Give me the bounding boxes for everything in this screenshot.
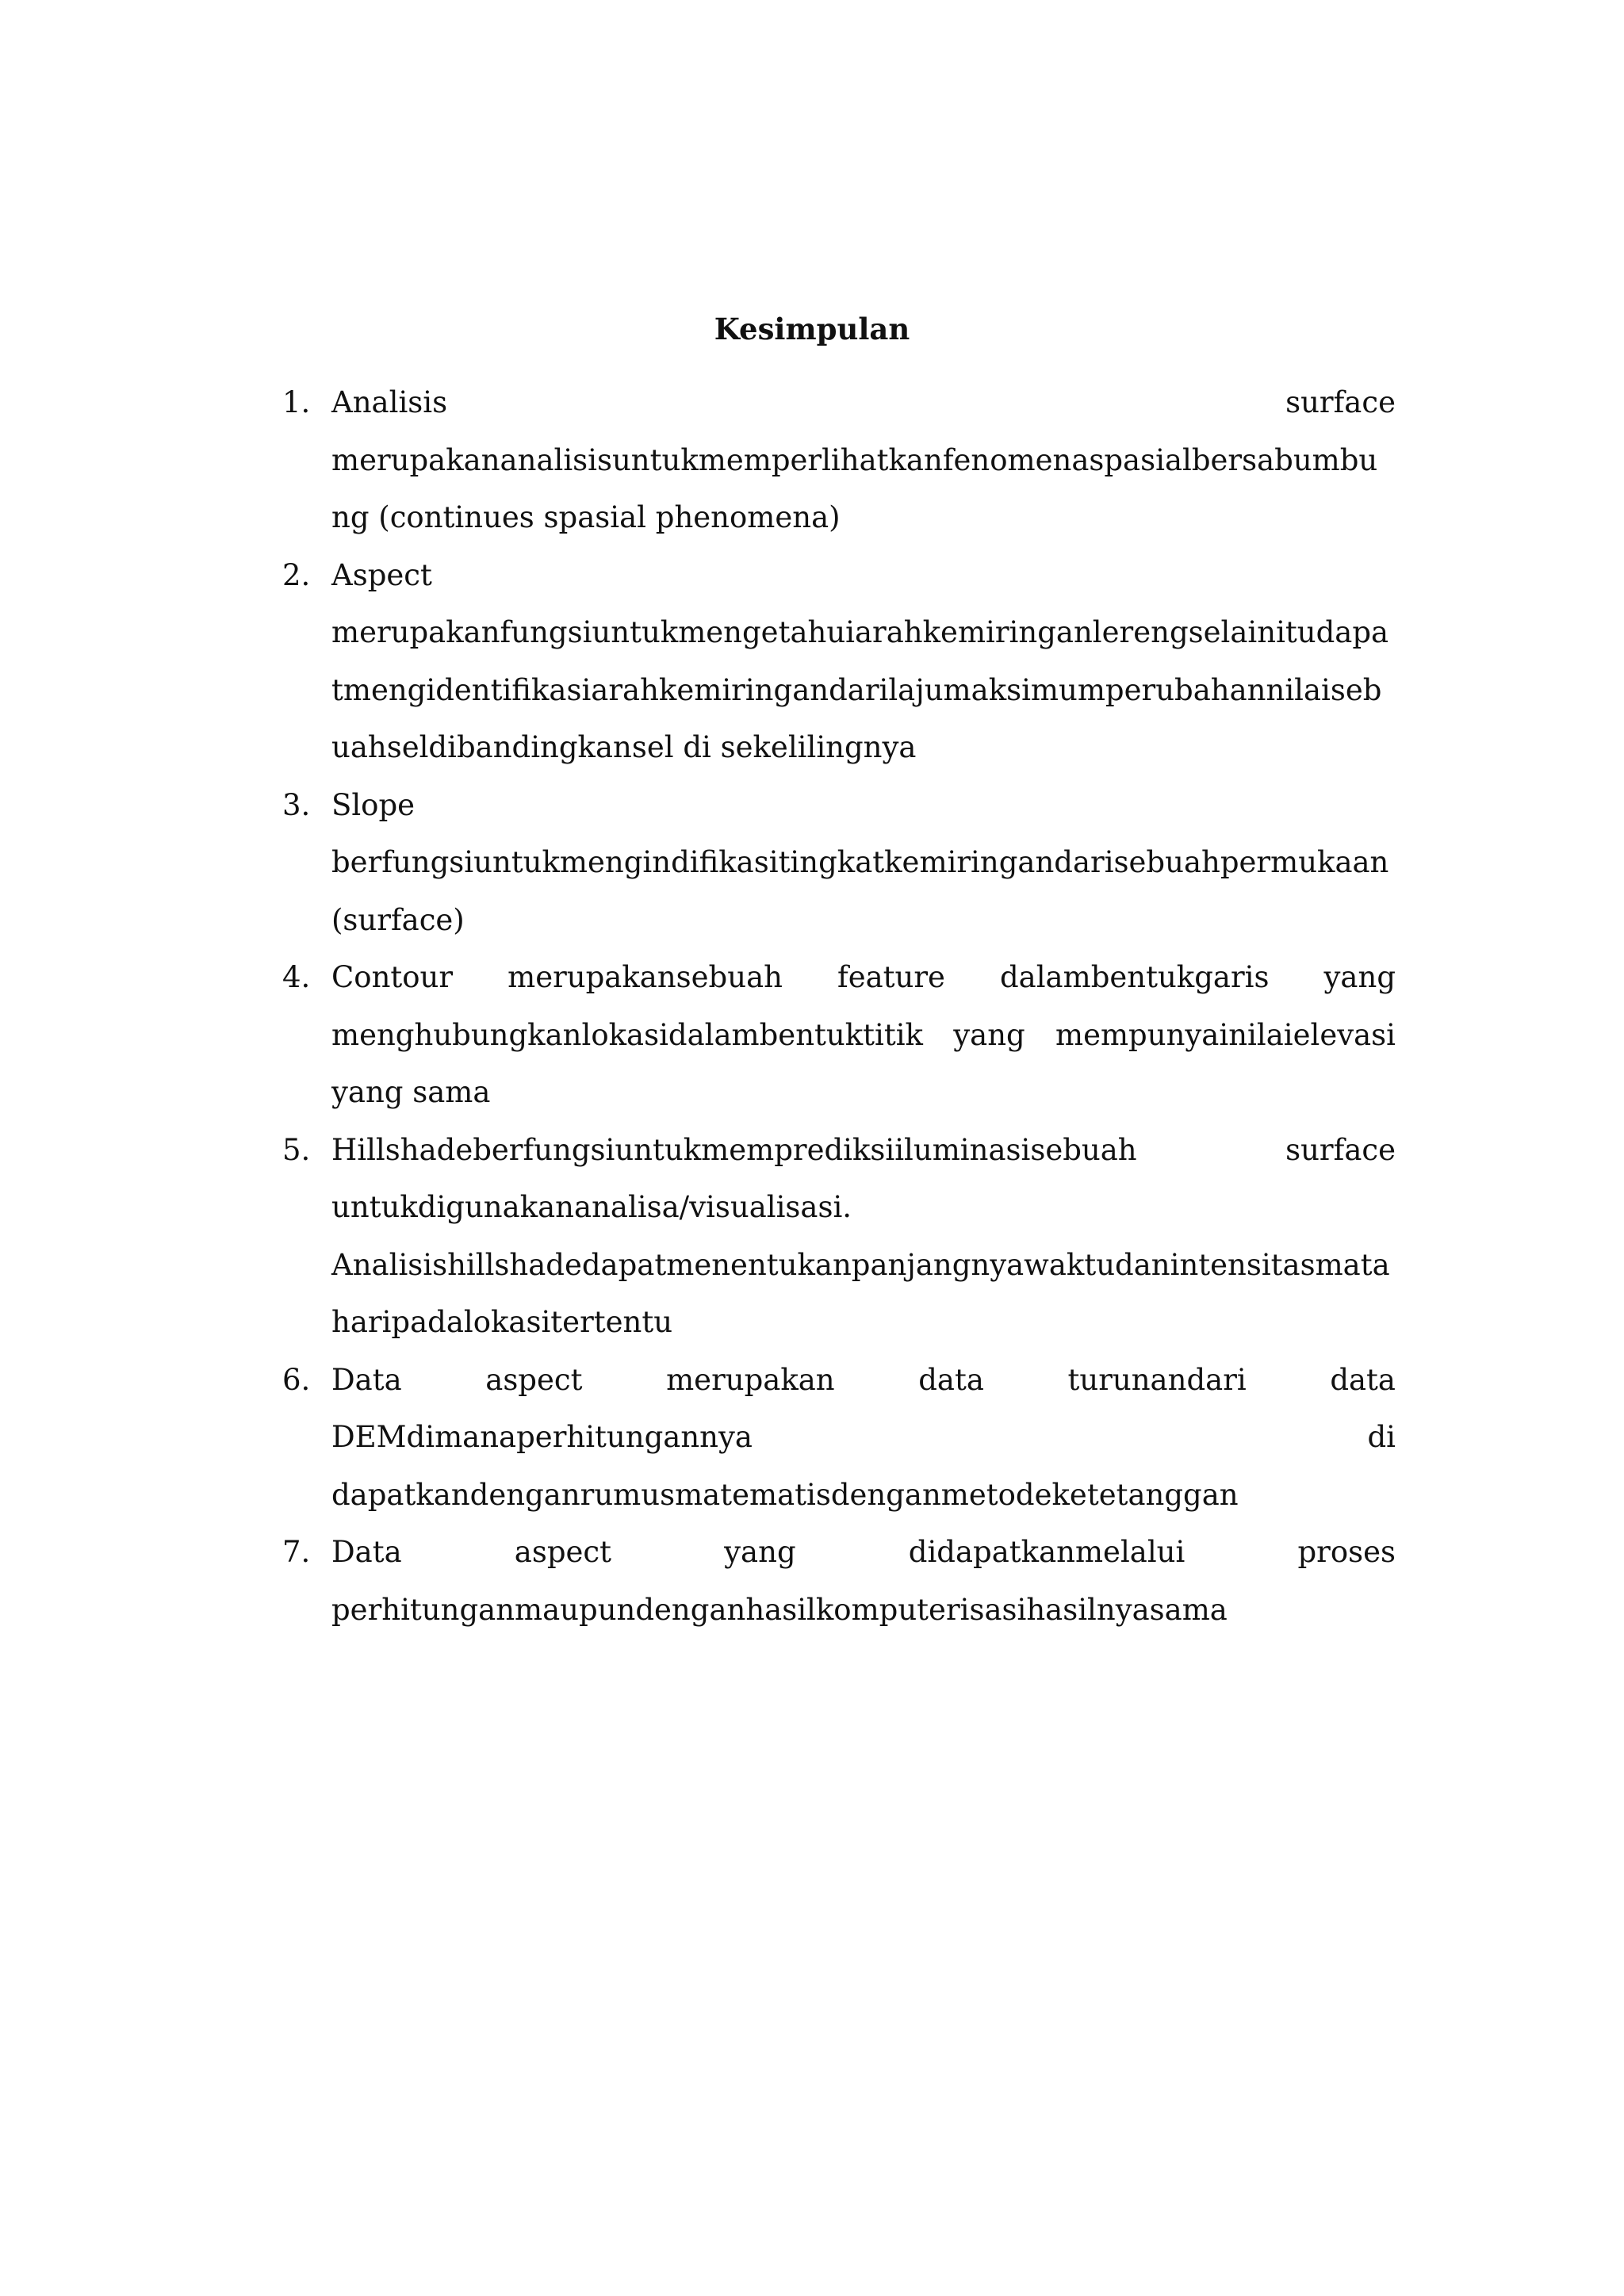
list-item	[282, 1524, 1396, 1639]
list-item-text: Aspect merupakanfungsiuntukmengetahuiarahkemiringanlerengselainitudapatmengidentifikasiarahkemiringandarilajumaksimumperubahannilaisebuahseldibandingkansel di sekelilingnya	[331, 557, 1389, 764]
list-item-text: Data aspect merupakan data turunandari data DEMdimanaperhitungannya di dapatkandenganrumusmatematisdenganmetodeketetanggan	[331, 1362, 1396, 1512]
list-item	[282, 1352, 1396, 1525]
list-item-number: 5.	[282, 1132, 311, 1167]
page-title: Kesimpulan	[714, 312, 910, 346]
list-item-number: 7.	[282, 1535, 311, 1569]
list-item-text: Contour merupakansebuah feature dalambentukgaris yang menghubungkanlokasidalambentuktitik yang mempunyainilaielevasi yang sama	[331, 960, 1396, 1109]
list-item-number: 6.	[282, 1362, 311, 1397]
list-item	[282, 777, 1396, 950]
list-item-text: Slope berfungsiuntukmengindifikasitingkatkemiringandarisebuahpermukaan (surface)	[331, 787, 1389, 937]
list-item	[282, 1122, 1396, 1352]
list-item-text: Hillshadeberfungsiuntukmemprediksiiluminasisebuah surface untukdigunakananalisa/visualisasi. Analisishillshadedapatmenentukanpanjangnyawaktudanintensitasmataharipadalokasitertentu	[331, 1132, 1396, 1339]
list-item-text: Analisis surface merupakananalisisuntukmemperlihatkanfenomenaspasialbersabumbung (continues spasial phenomena)	[331, 385, 1396, 534]
list-item	[282, 547, 1396, 777]
list-item	[282, 949, 1396, 1122]
list-item	[282, 374, 1396, 547]
conclusion-list	[282, 374, 1396, 1639]
list-item-number: 1.	[282, 385, 311, 419]
list-item-number: 3.	[282, 787, 311, 822]
list-item-number: 4.	[282, 960, 311, 994]
list-item-number: 2.	[282, 557, 311, 592]
list-item-text: Data aspect yang didapatkanmelalui proses perhitunganmaupundenganhasilkomputerisasihasilnyasama	[331, 1535, 1396, 1627]
